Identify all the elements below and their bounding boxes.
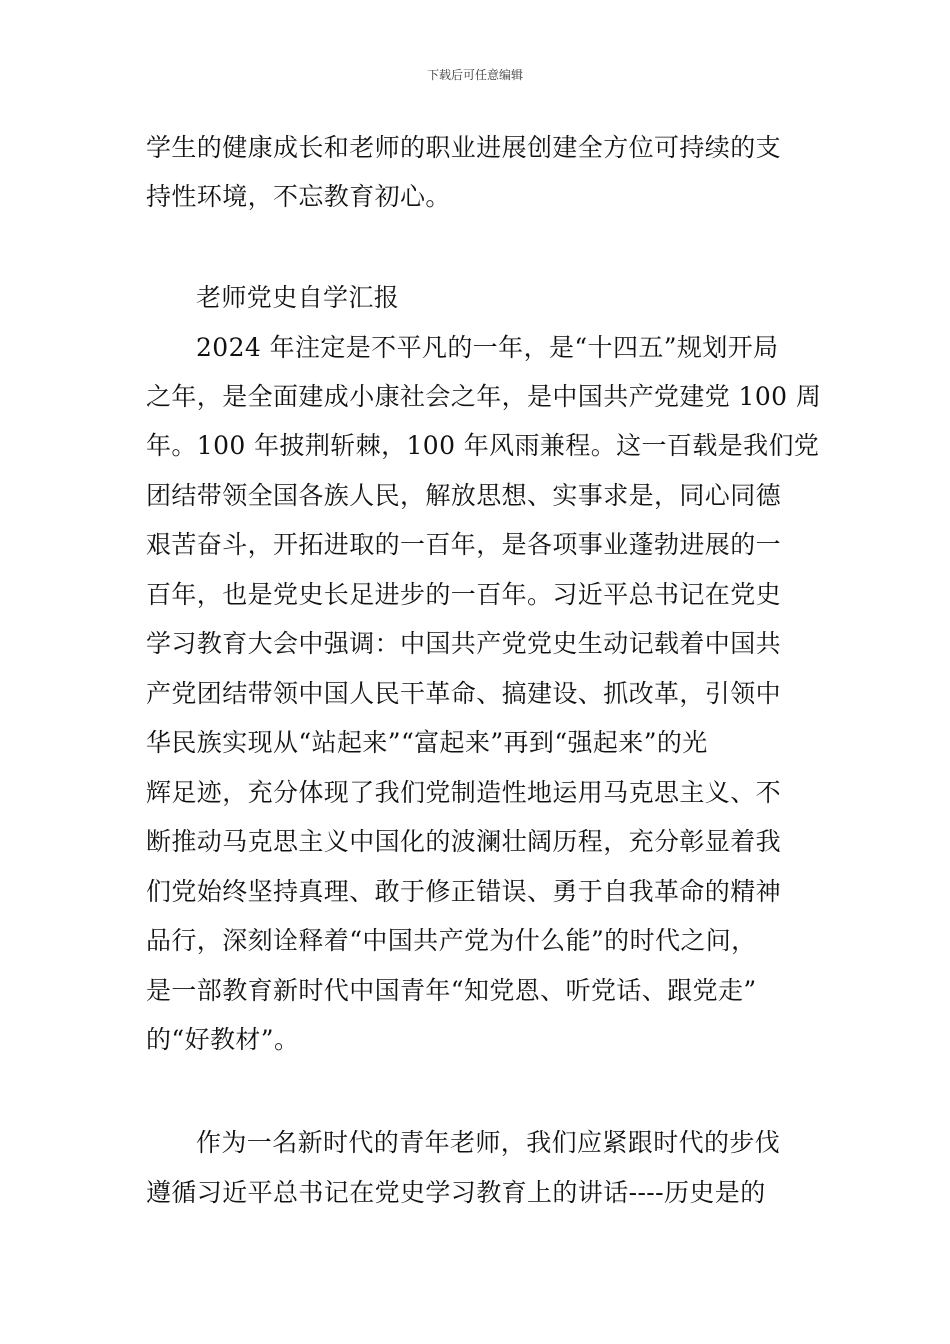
text-line: 遵循习近平总书记在党史学习教育上的讲话----历史是的 (146, 1178, 766, 1207)
page-header: 下载后可任意编辑 (426, 68, 523, 82)
text-line: 学生的健康成长和老师的职业进展创建全方位可持续的支 (146, 133, 782, 162)
text-line: 持性环境，不忘教育初心。 (146, 182, 451, 211)
text-line: 团结带领全国各族人民，解放思想、实事求是，同心同德 (146, 481, 782, 510)
text-line: 艰苦奋斗，开拓进取的一百年，是各项事业蓬勃进展的一 (146, 530, 782, 559)
section-title: 老师党史自学汇报 (196, 283, 400, 312)
text-line: 是一部教育新时代中国青年“知党恩、听党话、跟党走” (146, 976, 757, 1005)
text-line: 2024 年注定是不平凡的一年，是“十四五”规划开局 (196, 333, 779, 362)
text-line: 作为一名新时代的青年老师，我们应紧跟时代的步伐 (196, 1128, 781, 1157)
text-line: 们党始终坚持真理、敢于修正错误、勇于自我革命的精神 (146, 877, 782, 906)
text-line: 辉足迹，充分体现了我们党制造性地运用马克思主义、不 (146, 778, 782, 807)
text-line: 年。100 年披荆斩棘，100 年风雨兼程。这一百载是我们党 (146, 431, 820, 460)
text-line: 断推动马克思主义中国化的波澜壮阔历程，充分彰显着我 (146, 827, 782, 856)
text-line: 学习教育大会中强调：中国共产党党史生动记载着中国共 (146, 629, 782, 658)
text-line: 产党团结带领中国人民干革命、搞建设、抓改革，引领中 (146, 679, 782, 708)
text-line: 之年，是全面建成小康社会之年，是中国共产党建党 100 周 (146, 382, 822, 411)
text-line: 华民族实现从“站起来”“富起来”再到“强起来”的光 (146, 728, 708, 757)
text-line: 百年，也是党史长足进步的一百年。习近平总书记在党史 (146, 580, 782, 609)
text-line: 品行，深刻诠释着“中国共产党为什么能”的时代之问， (146, 926, 757, 955)
text-line: 的“好教材”。 (146, 1025, 300, 1054)
